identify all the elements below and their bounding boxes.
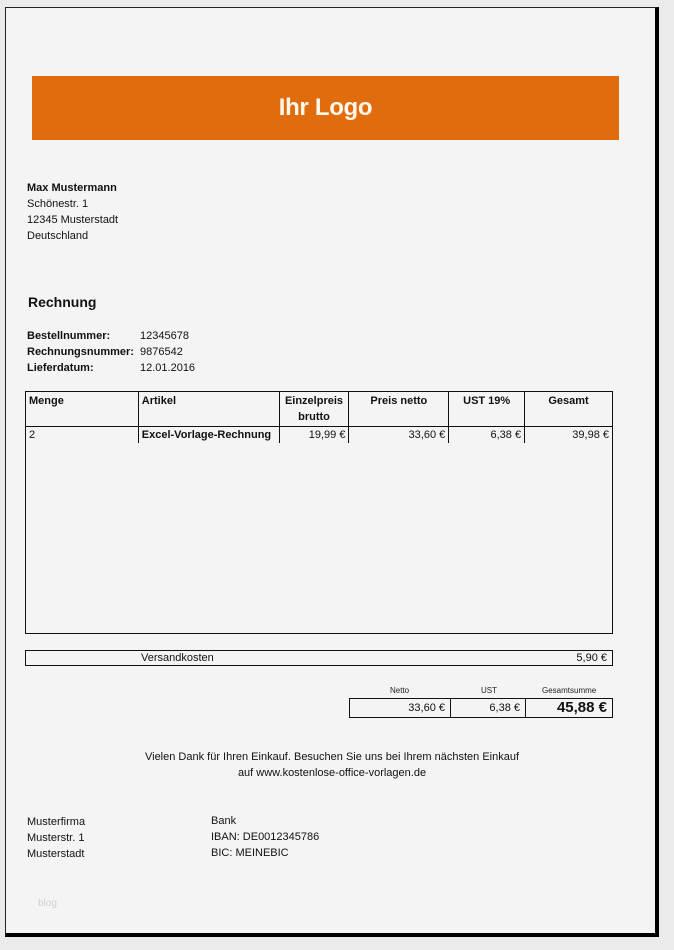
logo-banner: [32, 76, 619, 140]
totals-netto: 33,60 €: [350, 699, 451, 717]
totals-label-ust: UST: [481, 686, 497, 695]
header-ust: UST 19%: [449, 392, 525, 427]
meta-value-delivery-date: 12.01.2016: [140, 362, 196, 374]
totals-box: [349, 698, 613, 718]
footer-iban: IBAN: DE0012345786: [211, 831, 320, 843]
cell-gesamt: 39,98 €: [525, 427, 613, 444]
footer-bank-name: Bank: [211, 815, 237, 827]
cell-ust: 6,38 €: [449, 427, 525, 444]
totals-label-gesamt: Gesamtsumme: [542, 686, 597, 695]
recipient-city: 12345 Musterstadt: [27, 214, 119, 226]
meta-label-invoice-number: Rechnungsnummer:: [27, 346, 134, 358]
footer-company-name: Musterfirma: [27, 816, 86, 828]
header-preis-netto: Preis netto: [349, 392, 449, 427]
totals-gesamt: 45,88 €: [556, 699, 607, 716]
cell-preis-netto: 33,60 €: [349, 427, 449, 444]
footer-bic: BIC: MEINEBIC: [211, 847, 289, 859]
header-einzelpreis-line2: brutto: [298, 411, 330, 423]
header-gesamt: Gesamt: [525, 392, 613, 427]
thanks-line-1: Vielen Dank für Ihren Einkauf. Besuchen Sie uns bei Ihrem nächsten Einkauf: [144, 751, 520, 763]
recipient-street: Schönestr. 1: [27, 198, 89, 210]
recipient-country: Deutschland: [27, 230, 89, 242]
footer-company-street: Musterstr. 1: [27, 832, 85, 844]
header-einzelpreis: [279, 392, 349, 427]
footer-company-city: Musterstadt: [27, 848, 85, 860]
meta-label-order-number: Bestellnummer:: [27, 330, 111, 342]
table-row: [26, 427, 613, 444]
meta-label-delivery-date: Lieferdatum:: [27, 362, 94, 374]
watermark: blog: [38, 898, 57, 909]
line-items-table: [25, 391, 613, 634]
cell-menge: 2: [26, 427, 139, 444]
header-einzelpreis-line1: Einzelpreis: [284, 395, 344, 407]
recipient-name: Max Mustermann: [27, 182, 117, 194]
meta-value-invoice-number: 9876542: [140, 346, 183, 358]
meta-value-order-number: 12345678: [140, 330, 189, 342]
table-empty-area: [26, 443, 613, 634]
invoice-title: Rechnung: [28, 294, 97, 310]
header-artikel: Artikel: [138, 392, 279, 427]
totals-ust: 6,38 €: [451, 699, 526, 717]
shipping-row: [25, 650, 613, 666]
cell-einzelpreis: 19,99 €: [279, 427, 349, 444]
cell-artikel: Excel-Vorlage-Rechnung: [138, 427, 279, 444]
table-header-row: [26, 392, 613, 427]
empty-cell: [26, 443, 613, 634]
logo-text: Ihr Logo: [278, 94, 373, 121]
header-menge: Menge: [26, 392, 139, 427]
shipping-label: Versandkosten: [141, 652, 214, 664]
thanks-line-2: auf www.kostenlose-office-vorlagen.de: [237, 767, 427, 779]
shipping-value: 5,90 €: [576, 652, 607, 664]
totals-label-netto: Netto: [390, 686, 410, 695]
